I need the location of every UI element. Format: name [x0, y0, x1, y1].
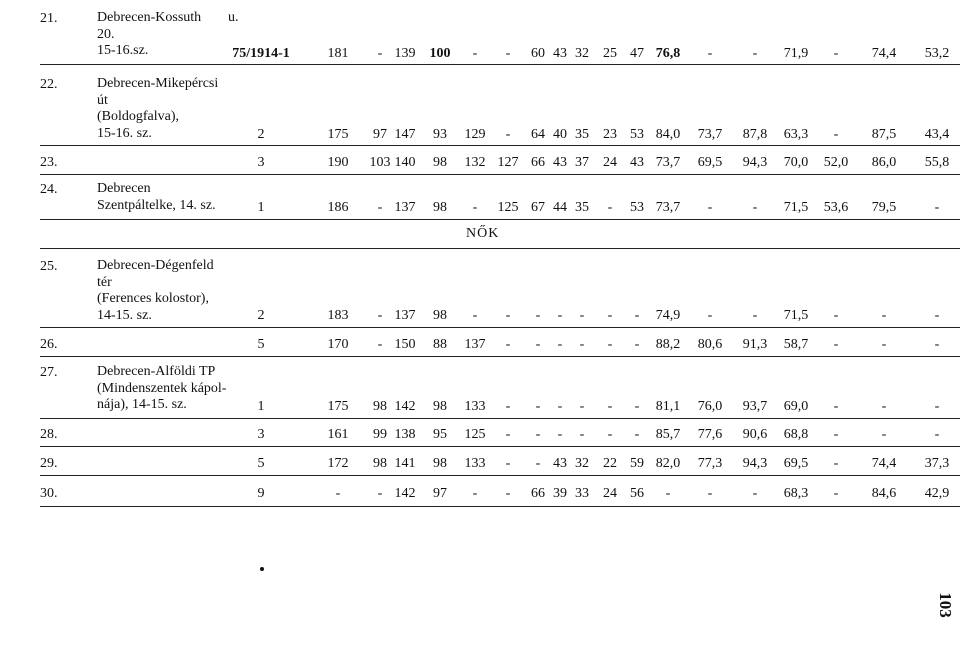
table-cell: - [557, 399, 563, 414]
table-cell: 53 [630, 200, 644, 215]
table-cell: - [634, 337, 640, 352]
table-cell: 170 [327, 337, 349, 352]
table-cell: 9 [257, 486, 265, 501]
table-cell: - [535, 337, 541, 352]
row-number: 24. [40, 182, 58, 197]
table-cell: 67 [531, 200, 545, 215]
table-cell: 1 [257, 399, 265, 414]
table-cell: 98 [373, 456, 387, 471]
table-cell: - [934, 399, 940, 414]
table-cell: - [833, 399, 839, 414]
table-cell: 47 [630, 46, 644, 61]
table-cell: 3 [257, 427, 265, 442]
table-cell: 58,7 [783, 337, 809, 352]
table-cell: 139 [394, 46, 416, 61]
table-cell: - [472, 200, 478, 215]
table-cell: 24 [603, 155, 617, 170]
table-cell: 33 [575, 486, 589, 501]
table-cell: 137 [394, 308, 416, 323]
table-cell: - [634, 308, 640, 323]
row-number: 27. [40, 365, 58, 380]
table-cell: - [377, 46, 383, 61]
table-cell: 25 [603, 46, 617, 61]
row-number: 30. [40, 486, 58, 501]
row-divider [40, 64, 960, 65]
table-cell: 84,0 [655, 127, 681, 142]
table-cell: 97 [373, 127, 387, 142]
table-cell: 43 [553, 456, 567, 471]
table-cell: 186 [327, 200, 349, 215]
table-cell: 129 [464, 127, 486, 142]
table-cell: 73,7 [655, 200, 681, 215]
table-cell: 77,6 [697, 427, 723, 442]
table-cell: 68,3 [783, 486, 809, 501]
table-cell: 79,5 [871, 200, 897, 215]
table-cell: - [934, 200, 940, 215]
table-cell: 80,6 [697, 337, 723, 352]
table-cell: 98 [433, 200, 447, 215]
table-cell: 147 [394, 127, 416, 142]
table-cell: - [833, 46, 839, 61]
table-cell: 98 [433, 308, 447, 323]
location-line: (Boldogfalva), [97, 109, 180, 124]
row-divider [40, 446, 960, 447]
location-line: Debrecen-Alföldi TP [97, 364, 216, 379]
table-cell: 43 [553, 155, 567, 170]
table-cell: 103 [369, 155, 391, 170]
table-cell: 88 [433, 337, 447, 352]
table-cell: 76,8 [655, 46, 681, 61]
table-cell: - [505, 308, 511, 323]
section-heading: NŐK [466, 226, 500, 241]
table-cell: 181 [327, 46, 349, 61]
table-cell: - [579, 337, 585, 352]
row-number: 22. [40, 77, 58, 92]
table-cell: - [707, 46, 713, 61]
table-cell: 98 [373, 399, 387, 414]
table-cell: - [535, 427, 541, 442]
table-cell: - [535, 456, 541, 471]
table-cell: 69,0 [783, 399, 809, 414]
table-cell: 53,2 [924, 46, 950, 61]
table-cell: 43,4 [924, 127, 950, 142]
table-cell: 142 [394, 399, 416, 414]
table-cell: 32 [575, 46, 589, 61]
table-cell: - [579, 308, 585, 323]
table-cell: - [665, 486, 671, 501]
table-cell: 142 [394, 486, 416, 501]
location-line: nája), 14-15. sz. [97, 397, 187, 412]
table-cell: 190 [327, 155, 349, 170]
row-divider [40, 145, 960, 146]
location-line: tér [97, 274, 112, 290]
table-cell: 32 [575, 456, 589, 471]
table-cell: 84,6 [871, 486, 897, 501]
table-cell: 52,0 [823, 155, 849, 170]
table-cell: - [557, 427, 563, 442]
table-cell: 40 [553, 127, 567, 142]
row-divider [40, 418, 960, 419]
location-line: Szentpáltelke, 14. sz. [97, 197, 216, 213]
table-cell: - [472, 486, 478, 501]
table-cell: - [607, 200, 613, 215]
table-cell: - [881, 337, 887, 352]
table-cell: 87,5 [871, 127, 897, 142]
table-cell: 69,5 [697, 155, 723, 170]
row-number: 23. [40, 155, 58, 170]
location-line: út [97, 92, 108, 108]
row-number: 26. [40, 337, 58, 352]
table-cell: 59 [630, 456, 644, 471]
table-cell: 60 [531, 46, 545, 61]
location-line: 14-15. sz. [97, 307, 152, 323]
table-cell: 150 [394, 337, 416, 352]
row-divider [40, 475, 960, 476]
table-cell: - [535, 308, 541, 323]
table-cell: - [707, 200, 713, 215]
table-cell: - [579, 399, 585, 414]
stray-dot [260, 567, 264, 571]
location-line: 15-16. sz. [97, 125, 152, 141]
location-line: 20. [97, 26, 115, 42]
table-cell: 5 [257, 337, 265, 352]
table-cell: 37 [575, 155, 589, 170]
table-cell: - [752, 486, 758, 501]
table-cell: 94,3 [742, 155, 768, 170]
table-cell: - [607, 399, 613, 414]
table-cell: 91,3 [742, 337, 768, 352]
table-cell: 99 [373, 427, 387, 442]
table-cell: - [505, 399, 511, 414]
table-cell: - [377, 200, 383, 215]
table-cell: 73,7 [697, 127, 723, 142]
table-cell: 86,0 [871, 155, 897, 170]
table-cell: 2 [257, 127, 265, 142]
table-cell: 133 [464, 399, 486, 414]
table-cell: 172 [327, 456, 349, 471]
table-cell: 66 [531, 486, 545, 501]
location-line: Debrecen-Kossuth [97, 10, 202, 25]
section-divider [40, 248, 960, 249]
table-cell: - [505, 486, 511, 501]
table-cell: - [752, 308, 758, 323]
table-cell: 56 [630, 486, 644, 501]
table-cell: 53,6 [823, 200, 849, 215]
table-cell: - [472, 308, 478, 323]
table-cell: 161 [327, 427, 349, 442]
table-cell: 42,9 [924, 486, 950, 501]
table-cell: 2 [257, 308, 265, 323]
table-cell: 68,8 [783, 427, 809, 442]
table-cell: 98 [433, 399, 447, 414]
table-cell: - [707, 308, 713, 323]
table-cell: - [881, 308, 887, 323]
table-cell: - [833, 427, 839, 442]
table-cell: 75/1914-1 [232, 46, 290, 61]
table-cell: - [934, 337, 940, 352]
table-cell: 71,9 [783, 46, 809, 61]
table-cell: - [833, 337, 839, 352]
table-cell: - [881, 427, 887, 442]
row-number: 29. [40, 456, 58, 471]
location-line: (Mindenszentek kápol- [97, 380, 227, 396]
top-fragment: u. [228, 10, 239, 25]
table-cell: 94,3 [742, 456, 768, 471]
table-cell: 74,4 [871, 456, 897, 471]
table-cell: 93 [433, 127, 447, 142]
table-cell: 97 [433, 486, 447, 501]
table-cell: 125 [464, 427, 486, 442]
table-cell: - [752, 200, 758, 215]
table-cell: 85,7 [655, 427, 681, 442]
table-cell: 24 [603, 486, 617, 501]
table-cell: 87,8 [742, 127, 768, 142]
row-number: 21. [40, 11, 58, 26]
table-cell: - [557, 337, 563, 352]
location-line: (Ferences kolostor), [97, 291, 209, 306]
table-cell: 183 [327, 308, 349, 323]
table-cell: - [505, 46, 511, 61]
table-cell: - [535, 399, 541, 414]
table-cell: 1 [257, 200, 265, 215]
table-cell: 98 [433, 155, 447, 170]
table-cell: 175 [327, 399, 349, 414]
table-cell: 90,6 [742, 427, 768, 442]
table-cell: 133 [464, 456, 486, 471]
table-cell: 71,5 [783, 200, 809, 215]
table-cell: 71,5 [783, 308, 809, 323]
row-divider [40, 174, 960, 175]
table-cell: 55,8 [924, 155, 950, 170]
table-cell: - [335, 486, 341, 501]
table-cell: 37,3 [924, 456, 950, 471]
table-bottom-rule [40, 506, 960, 507]
page-number: 103 [935, 592, 955, 618]
table-cell: 82,0 [655, 456, 681, 471]
table-cell: 70,0 [783, 155, 809, 170]
table-cell: - [505, 427, 511, 442]
location-line: Debrecen [97, 181, 151, 196]
row-number: 25. [40, 259, 58, 274]
table-cell: - [833, 127, 839, 142]
table-cell: - [607, 308, 613, 323]
table-cell: - [833, 486, 839, 501]
table-cell: 137 [464, 337, 486, 352]
table-cell: - [833, 456, 839, 471]
table-cell: 44 [553, 200, 567, 215]
table-cell: - [707, 486, 713, 501]
table-cell: - [634, 427, 640, 442]
table-cell: - [472, 46, 478, 61]
table-cell: - [377, 486, 383, 501]
location-line: 15-16.sz. [97, 43, 149, 58]
table-cell: 73,7 [655, 155, 681, 170]
table-cell: 39 [553, 486, 567, 501]
table-cell: 88,2 [655, 337, 681, 352]
table-cell: 138 [394, 427, 416, 442]
table-cell: 53 [630, 127, 644, 142]
row-divider [40, 356, 960, 357]
table-cell: - [557, 308, 563, 323]
table-cell: 76,0 [697, 399, 723, 414]
location-line: Debrecen-Dégenfeld [97, 258, 214, 273]
table-cell: 74,4 [871, 46, 897, 61]
table-cell: - [934, 427, 940, 442]
table-cell: 43 [630, 155, 644, 170]
table-cell: 63,3 [783, 127, 809, 142]
table-cell: - [505, 456, 511, 471]
table-cell: 35 [575, 200, 589, 215]
table-cell: - [934, 308, 940, 323]
table-cell: - [833, 308, 839, 323]
table-cell: - [752, 46, 758, 61]
table-cell: - [881, 399, 887, 414]
table-cell: - [607, 427, 613, 442]
table-cell: 66 [531, 155, 545, 170]
table-cell: 43 [553, 46, 567, 61]
table-cell: 3 [257, 155, 265, 170]
table-cell: - [634, 399, 640, 414]
table-cell: 77,3 [697, 456, 723, 471]
table-cell: - [505, 337, 511, 352]
table-cell: 125 [497, 200, 519, 215]
table-cell: - [377, 308, 383, 323]
table-cell: 95 [433, 427, 447, 442]
table-cell: 22 [603, 456, 617, 471]
table-cell: 127 [497, 155, 519, 170]
table-cell: - [377, 337, 383, 352]
row-divider [40, 219, 960, 220]
table-cell: - [607, 337, 613, 352]
table-cell: 140 [394, 155, 416, 170]
table-cell: 35 [575, 127, 589, 142]
table-cell: 132 [464, 155, 486, 170]
table-cell: 93,7 [742, 399, 768, 414]
table-cell: 141 [394, 456, 416, 471]
table-cell: 81,1 [655, 399, 681, 414]
table-cell: 137 [394, 200, 416, 215]
location-line: Debrecen-Mikepércsi [97, 76, 219, 91]
table-cell: 69,5 [783, 456, 809, 471]
table-cell: 23 [603, 127, 617, 142]
row-number: 28. [40, 427, 58, 442]
table-cell: 5 [257, 456, 265, 471]
table-cell: 100 [429, 46, 451, 61]
table-cell: 98 [433, 456, 447, 471]
table-cell: 74,9 [655, 308, 681, 323]
row-divider [40, 327, 960, 328]
table-cell: 175 [327, 127, 349, 142]
table-cell: - [579, 427, 585, 442]
table-cell: 64 [531, 127, 545, 142]
table-cell: - [505, 127, 511, 142]
